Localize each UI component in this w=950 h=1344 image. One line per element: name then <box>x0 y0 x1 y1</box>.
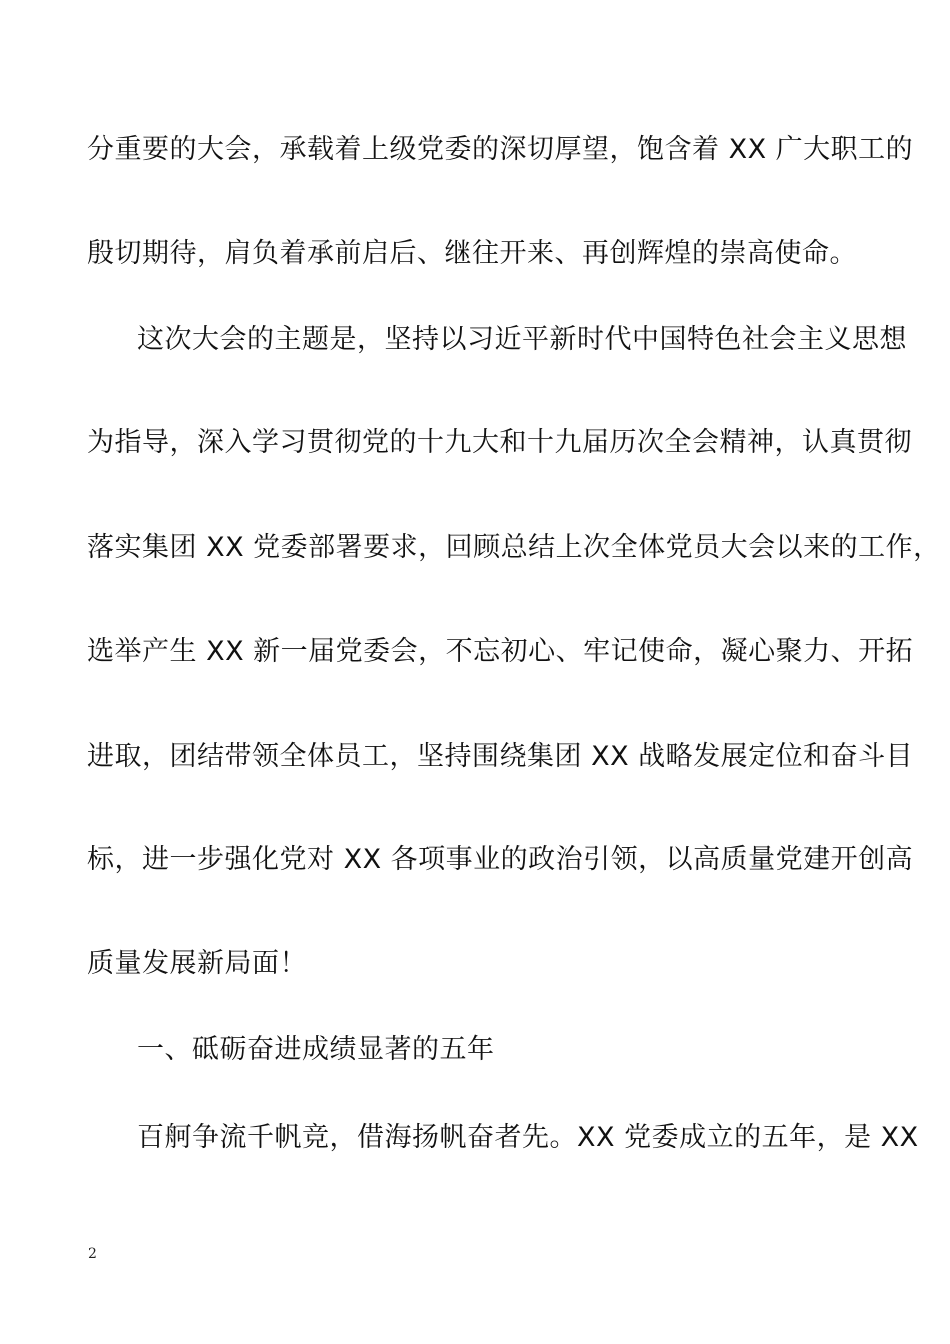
page-number: 2 <box>88 1246 97 1262</box>
paragraph-line-9: 质量发展新局面！ <box>87 948 307 979</box>
paragraph-line-4: 为指导，深入学习贯彻党的十九大和十九届历次全会精神，认真贯彻 <box>87 427 912 458</box>
paragraph-line-5: 落实集团 XX 党委部署要求，回顾总结上次全体党员大会以来的工作， <box>87 532 941 563</box>
paragraph-line-1: 分重要的大会，承载着上级党委的深切厚望，饱含着 XX 广大职工的 <box>87 134 914 165</box>
paragraph-line-3: 这次大会的主题是，坚持以习近平新时代中国特色社会主义思想 <box>137 324 907 355</box>
paragraph-line-7: 进取，团结带领全体员工，坚持围绕集团 XX 战略发展定位和奋斗目 <box>87 741 914 772</box>
paragraph-line-8: 标，进一步强化党对 XX 各项事业的政治引领，以高质量党建开创高 <box>87 844 914 875</box>
paragraph-line-6: 选举产生 XX 新一届党委会，不忘初心、牢记使命，凝心聚力、开拓 <box>87 636 914 667</box>
section-heading: 一、砥砺奋进成绩显著的五年 <box>137 1034 495 1065</box>
paragraph-line-10: 百舸争流千帆竞，借海扬帆奋者先。XX 党委成立的五年，是 XX <box>137 1122 919 1153</box>
paragraph-line-2: 殷切期待，肩负着承前启后、继往开来、再创辉煌的崇高使命。 <box>87 238 857 269</box>
